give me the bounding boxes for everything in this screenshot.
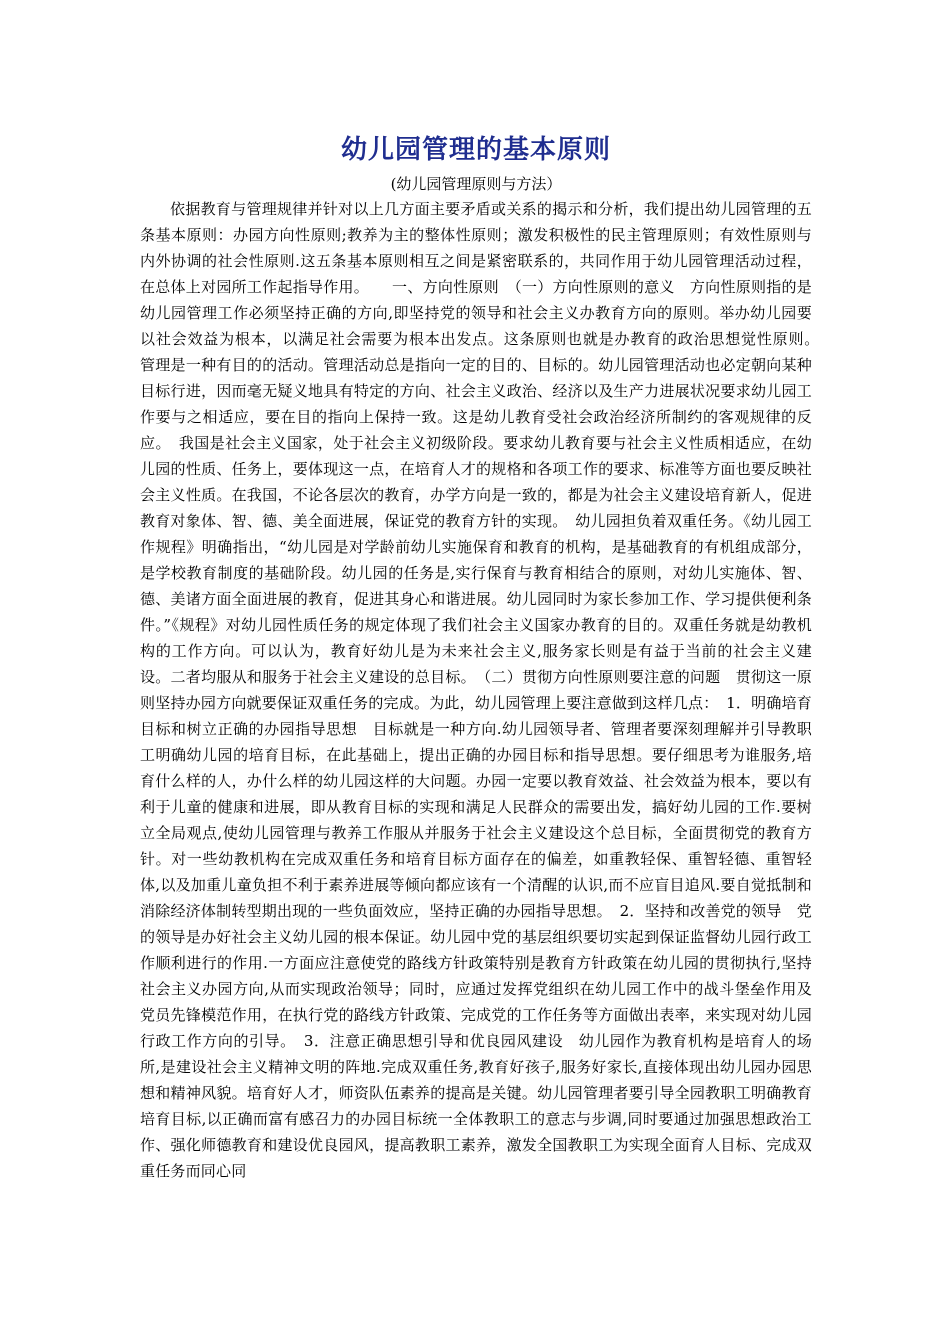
document-title: 幼儿园管理的基本原则 bbox=[340, 135, 611, 165]
document-subtitle: (幼儿园管理原则与方法） bbox=[390, 175, 562, 193]
document-body: 依据教育与管理规律并针对以上几方面主要矛盾或关系的揭示和分析，我们提出幼儿园管理的五条基本原则：办园方向性原则;教养为主的整体性原则；激发积极性的民主管理原则；有效性原则与内外协调的社会性原则.这五条基本原则相互之间是紧密联系的，共同作用于幼儿园管理活动过程，在总体上对园所工作起指导作用。 一、方向性原则 （一）方向性原则的意义 方向性原则指的是幼儿园管理工作必须坚持正确的方向,即坚持党的领导和社会主义办教育方向的原则。举办幼儿园要以社会效益为根本，以满足社会需要为根本出发点。这条原则也就是办教育的政治思想觉性原则。 管理是一种有目的的活动。管理活动总是指向一定的目的、目标的。幼儿园管理活动也必定朝向某种目标行进，因而毫无疑义地具有特定的方向、社会主义政治、经济以及生产力进展状况要求幼儿园工作要与之相适应，要在目的指向上保持一致。这是幼儿教育受社会政治经济所制约的客观规律的反应。 我国是社会主义国家，处于社会主义初级阶段。要求幼儿教育要与社会主义性质相适应，在幼儿园的性质、任务上，要体现这一点，在培育人才的规格和各项工作的要求、标准等方面也要反映社会主义性质。在我国，不论各层次的教育，办学方向是一致的，都是为社会主义建设培育新人，促进教育对象体、智、德、美全面进展，保证党的教育方针的实现。 幼儿园担负着双重任务。《幼儿园工作规程》明确指出，“幼儿园是对学龄前幼儿实施保育和教育的机构，是基础教育的有机组成部分，是学校教育制度的基础阶段。幼儿园的任务是,实行保育与教育相结合的原则，对幼儿实施体、智、德、美诸方面全面进展的教育，促进其身心和谐进展。幼儿园同时为家长参加工作、学习提供便利条件。”《规程》对幼儿园性质任务的规定体现了我们社会主义国家办教育的目的。双重任务就是幼教机构的工作方向。可以认为，教育好幼儿是为未来社会主义,服务家长则是有益于当前的社会主义建设。二者均服从和服务于社会主义建设的总目标。 （二）贯彻方向性原则要注意的问题 贯彻这一原则坚持办园方向就要保证双重任务的完成。为此，幼儿园管理上要注意做到这样几点： 1．明确培育目标和树立正确的办园指导思想 目标就是一种方向.幼儿园领导者、管理者要深刻理解并引导教职工明确幼儿园的培育目标，在此基础上，提出正确的办园目标和指导思想。要仔细思考为谁服务,培育什么样的人，办什么样的幼儿园这样的大问题。办园一定要以教育效益、社会效益为根本，要以有利于儿童的健康和进展，即从教育目标的实现和满足人民群众的需要出发，搞好幼儿园的工作.要树立全局观点,使幼儿园管理与教养工作服从并服务于社会主义建设这个总目标，全面贯彻党的教育方针。对一些幼教机构在完成双重任务和培育目标方面存在的偏差，如重教轻保、重智轻德、重智轻体,以及加重儿童负担不利于素养进展等倾向都应该有一个清醒的认识,而不应盲目追风.要自觉抵制和消除经济体制转型期出现的一些负面效应，坚持正确的办园指导思想。 2．坚持和改善党的领导 党的领导是办好社会主义幼儿园的根本保证。幼儿园中党的基层组织要切实起到保证监督幼儿园行政工作顺利进行的作用.一方面应注意使党的路线方针政策特别是教育方针政策在幼儿园的贯彻执行,坚持社会主义办园方向,从而实现政治领导；同时，应通过发挥党组织在幼儿园工作中的战斗堡垒作用及党员先锋模范作用，在执行党的路线方针政策、完成党的工作任务等方面做出表率，来实现对幼儿园行政工作方向的引导。 3．注意正确思想引导和优良园风建设 幼儿园作为教育机构是培育人的场所,是建设社会主义精神文明的阵地.完成双重任务,教育好孩子,服务好家长,直接体现出幼儿园办园思想和精神风貌。培育好人才，师资队伍素养的提高是关键。幼儿园管理者要引导全园教职工明确教育培育目标,以正确而富有感召力的办园目标统一全体教职工的意志与步调,同时要通过加强思想政治工作、强化师德教育和建设优良园风，提高教职工素养，激发全国教职工为实现全面育人目标、完成双重任务而同心同 bbox=[140, 200, 828, 1180]
document-page bbox=[140, 128, 828, 1184]
